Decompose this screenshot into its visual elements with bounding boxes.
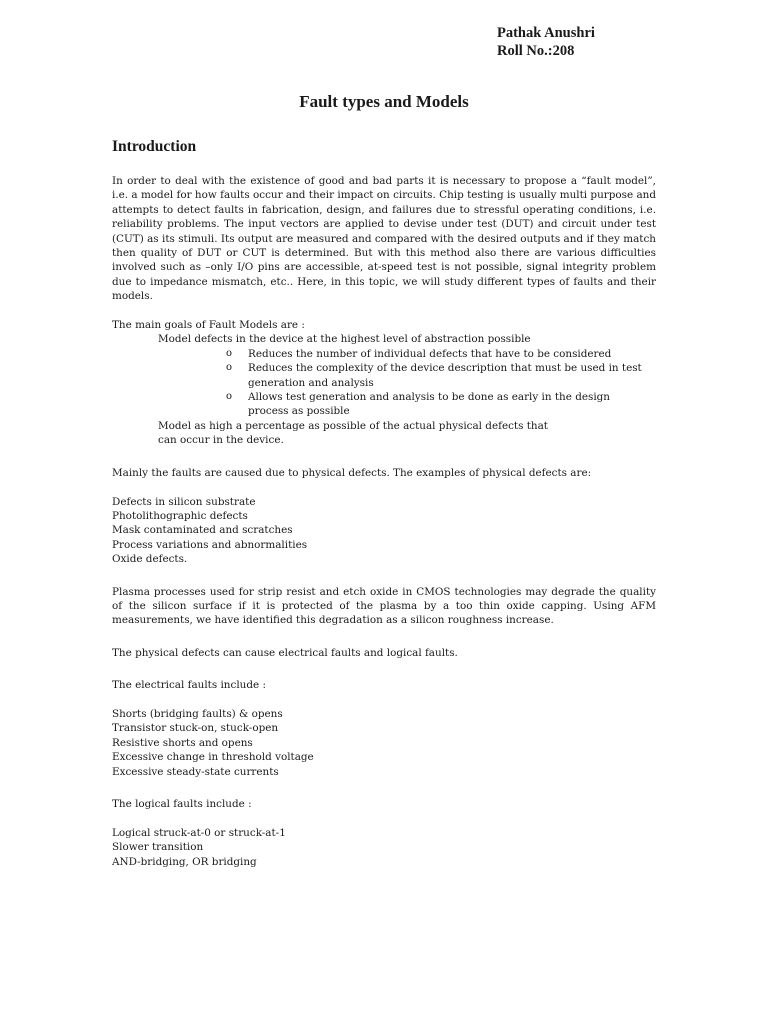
goal-sub-item	[222, 361, 648, 390]
logical-faults-list	[112, 826, 656, 869]
list-item: Excessive steady-state currents	[112, 765, 279, 778]
bullet-circle-icon: o	[226, 347, 233, 359]
list-item: Mask contaminated and scratches	[112, 524, 293, 537]
introduction-heading: Introduction	[112, 138, 197, 155]
goal-sub-item	[222, 390, 648, 419]
cause-paragraph: The physical defects can cause electrical faults and logical faults.	[112, 646, 458, 659]
list-item: Defects in silicon substrate	[112, 495, 256, 508]
goal-sub-item-text: Reduces the complexity of the device description that must be used in test generation and analysis	[248, 362, 642, 389]
goal-item-2: Model as high a percentage as possible of the actual physical defects that can occur in the device.	[158, 419, 548, 447]
electrical-faults-list	[112, 707, 656, 779]
author-block	[497, 24, 595, 60]
list-item: Transistor stuck-on, stuck-open	[112, 722, 279, 735]
document-body	[112, 174, 656, 869]
author-name: Pathak Anushri	[497, 25, 595, 41]
document-title: Fault types and Models	[299, 92, 469, 111]
goal-sub-item-text: Allows test generation and analysis to be done as early in the design process as possible	[248, 391, 610, 418]
list-item: AND-bridging, OR bridging	[112, 855, 257, 868]
list-item: Process variations and abnormalities	[112, 538, 308, 551]
list-item: Shorts (bridging faults) & opens	[112, 707, 283, 720]
physical-defects-list	[112, 495, 656, 567]
logical-faults-lead: The logical faults include :	[112, 797, 252, 810]
list-item: Resistive shorts and opens	[112, 736, 253, 749]
physical-defects-lead: Mainly the faults are caused due to physical defects. The examples of physical defects are:	[112, 466, 592, 479]
goal-sub-item-text: Reduces the number of individual defects that have to be considered	[248, 347, 612, 360]
goals-lead: The main goals of Fault Models are :	[112, 319, 305, 332]
goal-item-1: Model defects in the device at the highest level of abstraction possible	[158, 333, 531, 346]
list-item: Logical struck-at-0 or struck-at-1	[112, 826, 286, 839]
list-item: Photolithographic defects	[112, 509, 248, 522]
bullet-circle-icon: o	[226, 391, 233, 403]
list-item: Oxide defects.	[112, 553, 188, 566]
intro-paragraph: In order to deal with the existence of good and bad parts it is necessary to propose a “fault model”, i.e. a model for how faults occur and their impact on circuits. Chip testing is usually multi purpose and attempts to detect faults in fabrication, design, and failures due to stressful operating conditions, i.e. reliability problems. The input vectors are applied to devise under test (DUT) and circuit under test (CUT) as its stimuli. Its output are measured and compared with the desired outputs and if they match then quality of DUT or CUT is determined. But with this method also there are various difficulties involved such as –only I/O pins are accessible, at-speed test is not possible, signal integrity problem due to impedance mismatch, etc.. Here, in this topic, we will study different types of faults and their models.	[112, 175, 656, 303]
plasma-paragraph: Plasma processes used for strip resist and etch oxide in CMOS technologies may degrade the quality of the silicon surface if it is protected of the plasma by a too thin oxide capping. Using AFM measurements, we have identified this degradation as a silicon roughness increase.	[112, 585, 656, 627]
list-item: Excessive change in threshold voltage	[112, 751, 314, 764]
goal-sub-list	[112, 347, 656, 419]
bullet-circle-icon: o	[226, 362, 233, 374]
electrical-faults-lead: The electrical faults include :	[112, 679, 266, 692]
goal-sub-item	[222, 347, 648, 361]
list-item: Slower transition	[112, 841, 204, 854]
roll-number: Roll No.:208	[497, 43, 575, 59]
